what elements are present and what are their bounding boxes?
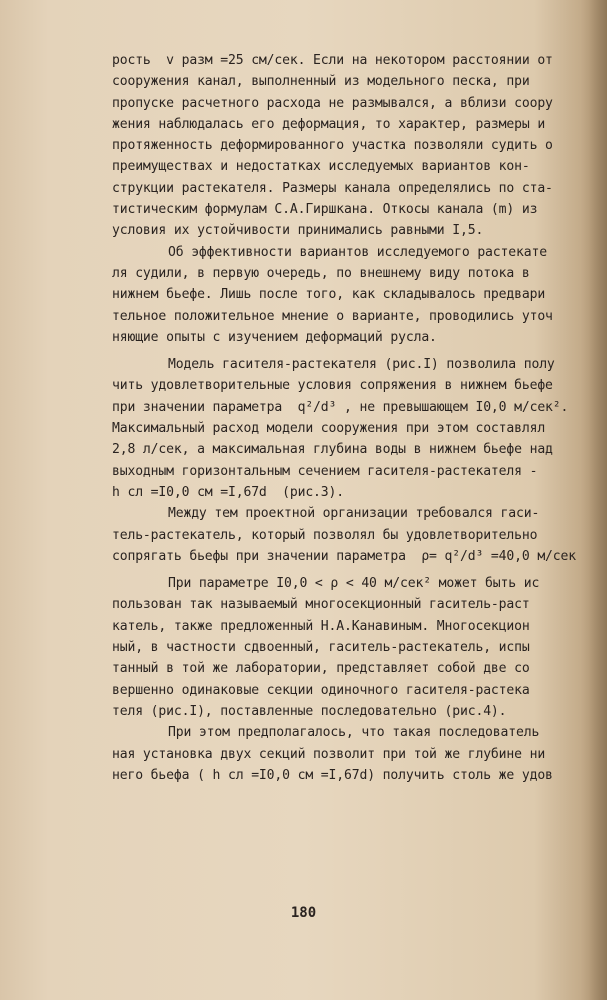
text-line: сооружения канал, выполненный из модельного песка, при xyxy=(112,74,530,90)
text-line: ная установка двух секций позволит при той же глубине ни xyxy=(112,746,546,762)
text-line: танный в той же лаборатории, представляет собой две со xyxy=(112,661,530,677)
text-line: него бьефа ( h сл =I0,0 см =I,67d) получить столь же удов xyxy=(112,767,553,783)
paragraph-start-line: При этом предполагалось, что такая последователь xyxy=(168,725,540,741)
text-line: пользован так называемый многосекционный гаситель-раст xyxy=(112,597,530,613)
text-line: протяженность деформированного участка позволяли судить о xyxy=(112,138,553,154)
text-line: нижнем бьефе. Лишь после того, как складывалось предвари xyxy=(112,287,546,303)
paragraph-start-line: Между тем проектной организации требовался гаси- xyxy=(168,506,540,522)
text-line: жения наблюдалась его деформация, то характер, размеры и xyxy=(112,116,546,132)
text-line: тельное положительное мнение о варианте, проводились уточ xyxy=(112,308,553,324)
text-line: вершенно одинаковые секции одиночного гасителя-растека xyxy=(112,682,530,698)
text-line: преимуществах и недостатках исследуемых вариантов кон- xyxy=(112,159,530,175)
text-line: h сл =I0,0 см =I,67d (рис.3). xyxy=(112,484,344,500)
page-number: 180 xyxy=(290,905,317,921)
text-line: 2,8 л/сек, а максимальная глубина воды в нижнем бьефе над xyxy=(112,442,553,458)
text-line: ный, в частности сдвоенный, гаситель-растекатель, испы xyxy=(112,640,530,656)
text-line: струкции растекателя. Размеры канала определялись по ста- xyxy=(112,180,553,196)
text-line: теля (рис.I), поставленные последовательно (рис.4). xyxy=(112,703,507,719)
text-line: условия их устойчивости принимались равными I,5. xyxy=(112,223,484,239)
text-line: тистическим формулам С.А.Гиршкана. Откосы канала (m) из xyxy=(112,202,538,218)
text-line: рость v разм =25 см/сек. Если на некотором расстоянии от xyxy=(112,53,553,68)
text-line: пропуске расчетного расхода не размывался, а вблизи соору xyxy=(112,95,553,111)
text-line: няющие опыты с изучением деформаций русла. xyxy=(112,329,437,345)
paragraph-start-line: При параметре I0,0 < ρ < 40 м/сек² может быть ис xyxy=(168,576,540,592)
text-line: выходным горизонтальным сечением гасителя-растекателя - xyxy=(112,463,538,479)
text-line: ля судили, в первую очередь, по внешнему виду потока в xyxy=(112,265,530,281)
text-line: при значении параметра q²/d³ , не превышающем I0,0 м/сек². xyxy=(112,399,569,415)
text-line: сопрягать бьефы при значении параметра ρ= q²/d³ =40,0 м/сек xyxy=(112,548,576,564)
body-text xyxy=(0,50,607,786)
text-line: тель-растекатель, который позволял бы удовлетворительно xyxy=(112,527,538,543)
text-line: чить удовлетворительные условия сопряжения в нижнем бьефе xyxy=(112,378,553,394)
paragraph-start-line: Модель гасителя-растекателя (рис.I) позволила полу xyxy=(168,357,555,373)
paragraph-start-line: Об эффективности вариантов исследуемого растекате xyxy=(168,244,547,260)
text-line: катель, также предложенный Н.А.Канавиным. Многосекцион xyxy=(112,618,530,634)
text-line: Максимальный расход модели сооружения при этом составлял xyxy=(112,421,546,437)
